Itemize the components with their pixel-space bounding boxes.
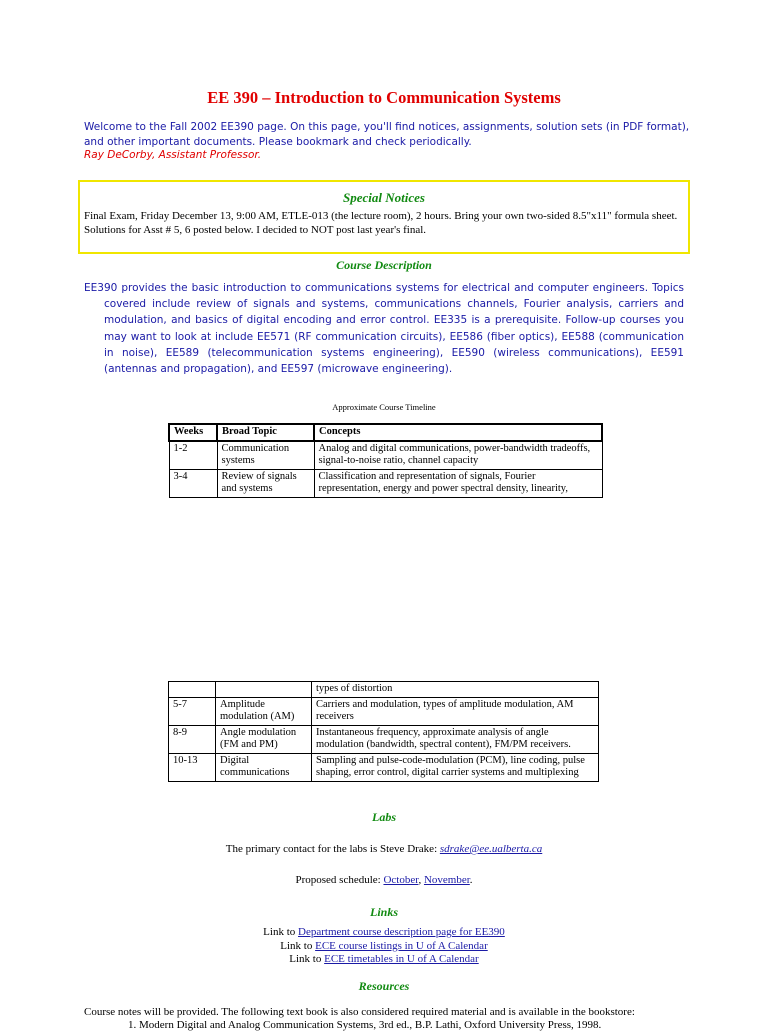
schedule-november-link[interactable]: November <box>423 874 470 886</box>
weeks-cell: 8-9 <box>169 725 216 753</box>
column-header: Weeks <box>169 424 217 441</box>
topic-cell: Review of signals and systems <box>217 469 314 497</box>
textbook-item: 1. Modern Digital and Analog Communication Systems, 3rd ed., B.P. Lathi, Oxford University Press, 1998. <box>128 1019 602 1031</box>
concepts-cell: Analog and digital communications, power-bandwidth tradeoffs, signal-to-noise ratio, channel capacity <box>314 441 602 470</box>
schedule-october-link[interactable]: October <box>383 874 419 886</box>
concepts-cell: types of distortion <box>312 682 599 698</box>
schedule-separator: , <box>418 874 424 886</box>
schedule-prefix: Proposed schedule: <box>295 874 384 886</box>
weeks-cell: 3-4 <box>169 469 217 497</box>
link-prefix: Link to <box>280 939 316 952</box>
weeks-cell: 1-2 <box>169 441 217 470</box>
timeline-table-part2 <box>168 681 599 782</box>
topic-cell: Communication systems <box>217 441 314 470</box>
links-heading: Links <box>369 905 398 919</box>
schedule-end: . <box>469 874 473 886</box>
special-notices-heading: Special Notices <box>343 190 425 205</box>
notice-line: Solutions for Asst # 5, 6 posted below. I decided to NOT post last year's final. <box>84 223 427 236</box>
list-item <box>0 940 768 954</box>
labs-contact-prefix: The primary contact for the labs is Steve Drake: <box>225 843 440 855</box>
lab-contact-email-link[interactable]: sdrake@ee.ualberta.ca <box>439 843 543 855</box>
weeks-cell: 10-13 <box>169 753 216 781</box>
labs-heading: Labs <box>372 810 396 824</box>
topic-cell: Angle modulation (FM and PM) <box>216 725 312 753</box>
topic-cell: Amplitude modulation (AM) <box>216 697 312 725</box>
timeline-caption: Approximate Course Timeline <box>332 402 436 412</box>
table-header-row <box>169 424 602 441</box>
table-row <box>169 725 599 753</box>
course-description-heading: Course Description <box>336 258 432 272</box>
table-row <box>169 682 599 698</box>
concepts-cell: Sampling and pulse-code-modulation (PCM), line coding, pulse shaping, error control, digital carrier systems and multiplexing <box>312 753 599 781</box>
weeks-cell: 5-7 <box>169 697 216 725</box>
ece-timetables-link[interactable]: ECE timetables in U of A Calendar <box>324 953 479 965</box>
weeks-cell <box>169 682 216 698</box>
topic-cell <box>216 682 312 698</box>
table-row <box>169 753 599 781</box>
notice-line: Final Exam, Friday December 13, 9:00 AM, ETLE-013 (the lecture room), 2 hours. Bring your own two-sided 8.5"x11" formula sheet. <box>84 210 678 222</box>
column-header: Broad Topic <box>217 424 314 441</box>
page-title: EE 390 – Introduction to Communication Systems <box>207 88 561 107</box>
column-header: Concepts <box>314 424 602 441</box>
ece-course-listings-link[interactable]: ECE course listings in U of A Calendar <box>315 939 488 952</box>
links-list <box>0 926 768 967</box>
dept-course-description-link[interactable]: Department course description page for EE390 <box>298 926 505 938</box>
table-row <box>169 469 602 497</box>
resources-heading: Resources <box>358 979 410 993</box>
labs-contact <box>0 843 768 855</box>
link-prefix: Link to <box>289 953 325 965</box>
timeline-table-part1 <box>168 423 603 498</box>
resources-text: Course notes will be provided. The following text book is also considered required material and is available in the bookstore: <box>84 1006 635 1018</box>
concepts-cell: Carriers and modulation, types of amplitude modulation, AM receivers <box>312 697 599 725</box>
list-item <box>0 953 768 967</box>
labs-schedule <box>0 874 768 886</box>
author-line: Ray DeCorby, Assistant Professor. <box>84 149 262 161</box>
topic-cell: Digital communications <box>216 753 312 781</box>
list-item <box>0 926 768 940</box>
concepts-cell: Classification and representation of signals, Fourier representation, energy and power spectral density, linearity, <box>314 469 602 497</box>
special-notices-text <box>84 210 684 237</box>
special-notices-box <box>78 180 690 254</box>
table-row <box>169 697 599 725</box>
concepts-cell: Instantaneous frequency, approximate analysis of angle modulation (bandwidth, spectral content), FM/PM receivers. <box>312 725 599 753</box>
link-prefix: Link to <box>263 926 299 938</box>
table-row <box>169 441 602 470</box>
welcome-text: Welcome to the Fall 2002 EE390 page. On this page, you'll find notices, assignments, solution sets (in PDF format), and other important documents. Please bookmark and check periodically. <box>84 121 690 148</box>
course-description-text: EE390 provides the basic introduction to communications systems for electrical and computer engineers. Topics covered include review of signals and systems, communications channels, Fourier analysis, carriers and modulation, and basics of digital encoding and error control. EE335 is a prerequisite. Follow-up courses you may want to look at include EE571 (RF communication circuits), EE586 (fiber optics), EE588 (communication in noise), EE589 (telecommunication systems engineering), EE590 (wireless communications), EE591 (antennas and propagation), and EE597 (microwave engineering). <box>84 282 684 376</box>
